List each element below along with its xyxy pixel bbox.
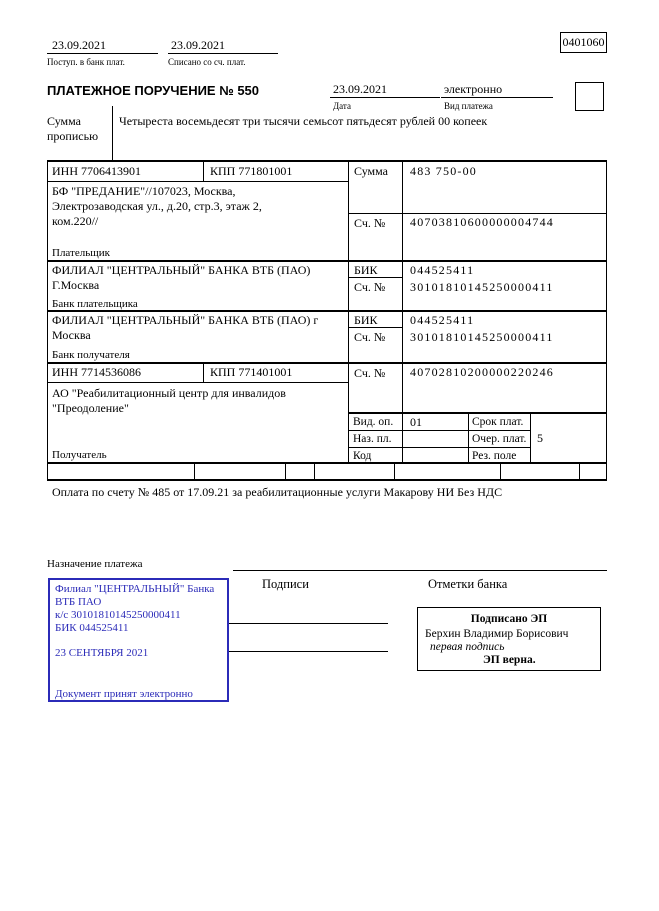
ep-signed-title: Подписано ЭП — [470, 613, 548, 625]
divider — [47, 479, 607, 481]
divider — [47, 181, 348, 182]
document-date-label: Дата — [333, 101, 351, 111]
code-label: Код — [353, 450, 372, 462]
divider — [233, 570, 607, 571]
signature-line — [229, 651, 388, 652]
divider — [47, 53, 158, 54]
divider — [314, 463, 315, 480]
divider — [500, 463, 501, 480]
stamp-bank-name-line1: Филиал "ЦЕНТРАЛЬНЫЙ" Банка — [55, 583, 215, 595]
payer-bank-acc: 30101810145250000411 — [410, 280, 554, 294]
ep-signer-name: Берхин Владимир Борисович — [425, 628, 569, 640]
stamp-bik: БИК 044525411 — [55, 622, 129, 634]
reserve-field-label: Рез. поле — [472, 450, 517, 462]
divider — [441, 97, 553, 98]
payee-bank-acc: 30101810145250000411 — [410, 330, 554, 344]
divider — [606, 160, 607, 480]
divider — [330, 97, 440, 98]
divider — [468, 413, 469, 463]
divider — [348, 160, 349, 463]
debited-date-label: Списано со сч. плат. — [168, 57, 246, 67]
stamp-bank-name-line2: ВТБ ПАО — [55, 596, 102, 608]
stamp-accepted-text: Документ принят электронно — [55, 688, 193, 700]
divider — [394, 463, 395, 480]
divider — [285, 463, 286, 480]
payee-kpp: КПП 771401001 — [210, 365, 293, 379]
signature-line — [229, 623, 388, 624]
divider — [47, 260, 607, 262]
payer-bank-label: Банк плательщика — [52, 298, 138, 310]
payer-account-value: 40703810600000004744 — [410, 215, 554, 229]
divider — [168, 53, 278, 54]
divider — [47, 160, 48, 480]
priority-checkbox — [575, 82, 604, 111]
purpose-code-label: Наз. пл. — [353, 433, 392, 445]
divider — [348, 412, 607, 414]
payee-bank-acc-label: Сч. № — [354, 330, 386, 344]
payee-account-value: 40702810200000220246 — [410, 365, 554, 379]
divider — [348, 277, 403, 278]
document-title: ПЛАТЕЖНОЕ ПОРУЧЕНИЕ № 550 — [47, 83, 260, 98]
stamp-date: 23 СЕНТЯБРЯ 2021 — [55, 647, 149, 659]
payee-label: Получатель — [52, 449, 107, 461]
payee-bank-name: ФИЛИАЛ "ЦЕНТРАЛЬНЫЙ" БАНКА ВТБ (ПАО) г Москва — [52, 313, 319, 342]
ep-verified-text: ЭП верна. — [483, 654, 536, 666]
payer-name: БФ "ПРЕДАНИЕ"//107023, Москва, Электрозаводская ул., д.20, стр.3, этаж 2, ком.220// — [52, 184, 262, 228]
amount-value: 483 750-00 — [410, 164, 477, 178]
divider — [348, 327, 403, 328]
payer-account-label: Сч. № — [354, 216, 386, 230]
ep-signer-role: первая подпись — [430, 641, 505, 653]
divider — [112, 106, 113, 161]
payee-bank-label: Банк получателя — [52, 349, 130, 361]
received-date: 23.09.2021 — [52, 38, 106, 52]
divider — [47, 462, 607, 464]
payer-bank-name: ФИЛИАЛ "ЦЕНТРАЛЬНЫЙ" БАНКА ВТБ (ПАО) Г.Москва — [52, 263, 311, 292]
payer-bank-acc-label: Сч. № — [354, 280, 386, 294]
payee-name: АО "Реабилитационный центр для инвалидов "Преодоление" — [52, 386, 286, 415]
divider — [402, 160, 403, 463]
payer-bank-bik: 044525411 — [410, 263, 475, 277]
document-date: 23.09.2021 — [333, 82, 387, 96]
signatures-label: Подписи — [262, 577, 309, 591]
received-date-label: Поступ. в банк плат. — [47, 57, 125, 67]
due-date-label: Срок плат. — [472, 416, 524, 428]
ep-signature-box — [417, 607, 601, 671]
payee-inn: ИНН 7714536086 — [52, 365, 141, 379]
divider — [579, 463, 580, 480]
payee-bank-bik-label: БИК — [354, 313, 378, 327]
divider — [348, 447, 531, 448]
payer-bank-bik-label: БИК — [354, 263, 378, 277]
payment-kind-label: Вид платежа — [444, 101, 493, 111]
debited-date: 23.09.2021 — [171, 38, 225, 52]
divider — [47, 160, 607, 162]
amount-words-label: Сумма прописью — [47, 114, 99, 143]
payer-inn: ИНН 7706413901 — [52, 164, 141, 178]
payment-purpose-text: Оплата по счету № 485 от 17.09.21 за реабилитационные услуги Макарову НИ Без НДС — [52, 485, 503, 499]
queue-label: Очер. плат. — [472, 433, 527, 445]
divider — [203, 161, 204, 181]
amount-words-value: Четыреста восемьдесят три тысячи семьсот пятьдесят рублей 00 копеек — [119, 114, 488, 128]
form-code-box: 0401060 — [560, 32, 607, 53]
divider — [47, 362, 607, 364]
op-kind-value: 01 — [410, 415, 422, 429]
divider — [348, 430, 531, 431]
op-kind-label: Вид. оп. — [353, 416, 394, 428]
divider — [47, 382, 348, 383]
payment-purpose-label: Назначение платежа — [47, 558, 143, 570]
payer-label: Плательщик — [52, 247, 110, 259]
stamp-corr-account: к/с 30101810145250000411 — [55, 609, 181, 621]
bank-acceptance-stamp — [48, 578, 229, 702]
bank-marks-label: Отметки банка — [428, 577, 508, 591]
divider — [194, 463, 195, 480]
divider — [203, 363, 204, 382]
queue-value: 5 — [537, 431, 543, 445]
divider — [348, 213, 607, 214]
payer-kpp: КПП 771801001 — [210, 164, 293, 178]
payee-bank-bik: 044525411 — [410, 313, 475, 327]
divider — [530, 413, 531, 463]
payment-kind: электронно — [444, 82, 503, 96]
payee-account-label: Сч. № — [354, 366, 386, 380]
amount-label: Сумма — [354, 164, 388, 178]
